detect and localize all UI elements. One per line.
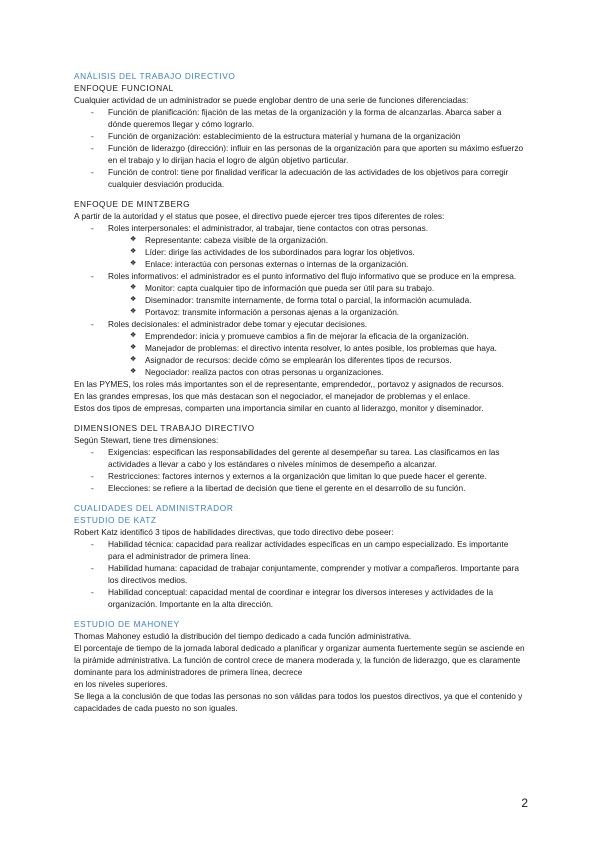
paragraph-intro-katz: Robert Katz identificó 3 tipos de habilidades directivas, que todo directivo debe poseer: xyxy=(74,527,394,537)
section-subtitle-katz: ESTUDIO DE KATZ xyxy=(74,515,157,525)
list-dimensiones xyxy=(74,446,526,494)
dash-bullet: - xyxy=(91,143,94,153)
dash-bullet: - xyxy=(91,587,94,597)
list-item: - Elecciones: se refiere a la libertad de decisión que tiene el gerente en el desarrollo de su función. xyxy=(91,483,466,493)
diamond-bullet-icon: ❖ xyxy=(130,260,137,267)
section-title-mahoney: ESTUDIO DE MAHONEY xyxy=(74,619,180,629)
sub-list-item: ❖ Diseminador: transmite internamente, de forma total o parcial, la información acumulada. xyxy=(130,295,472,305)
diamond-bullet-icon: ❖ xyxy=(130,248,137,255)
paragraph-intro-mintzberg: A partir de la autoridad y el status que posee, el directivo puede ejercer tres tipos diferentes de roles: xyxy=(74,211,445,221)
section-title-cualidades: CUALIDADES DEL ADMINISTRADOR xyxy=(74,503,234,513)
dash-bullet: - xyxy=(91,223,94,233)
paragraph-pymes: En las PYMES, los roles más importantes son el de representante, emprendedor,, portavoz y asignados de recursos. xyxy=(74,379,504,389)
diamond-bullet-icon: ❖ xyxy=(130,344,137,351)
diamond-bullet-icon: ❖ xyxy=(130,368,137,375)
dash-bullet: - xyxy=(91,107,94,117)
dash-bullet: - xyxy=(91,447,94,457)
section-title-dimensiones: DIMENSIONES DEL TRABAJO DIRECTIVO xyxy=(74,423,255,433)
dash-bullet: - xyxy=(91,471,94,481)
dash-bullet: - xyxy=(91,131,94,141)
page-number: 2 xyxy=(521,796,528,810)
sub-list-item: ❖ Asignador de recursos: decide cómo se emplearán los diferentes tipos de recursos. xyxy=(130,355,452,365)
section-title-mintzberg: ENFOQUE DE MINTZBERG xyxy=(74,199,191,209)
paragraph-grandes-empresas: En las grandes empresas, los que más destacan son el negociador, el manejador de problemas y el enlace. xyxy=(74,391,471,401)
dash-bullet: - xyxy=(91,319,94,329)
list-item: - Función de planificación: fijación de las metas de la organización y la forma de alcanzarlas. Abarca saber a dónde queremos llegar y cómo lograrlo. xyxy=(91,107,502,129)
diamond-bullet-icon: ❖ xyxy=(130,356,137,363)
sub-list-item: ❖ Manejador de problemas: el directivo intenta resolver, lo antes posible, los problemas que haya. xyxy=(130,343,497,353)
list-item: - Roles informativos: el administrador es el punto informativo del flujo informativo que se produce en la empresa. xyxy=(91,271,517,281)
list-item: - Roles decisionales: el administrador debe tomar y ejecutar decisiones. xyxy=(91,319,368,329)
paragraph-intro-dimensiones: Según Stewart, tiene tres dimensiones: xyxy=(74,435,219,445)
diamond-bullet-icon: ❖ xyxy=(130,308,137,315)
section-title-analisis: ANÁLISIS DEL TRABAJO DIRECTIVO xyxy=(74,71,236,81)
document-page xyxy=(74,70,526,714)
sub-list-item: ❖ Representante: cabeza visible de la organización. xyxy=(130,235,329,245)
list-roles xyxy=(74,222,526,378)
paragraph-mahoney-4: Se llega a la conclusión de que todas las personas no son válidas para todos los puestos directivos, ya que el contenido y capacidades de cada puesto no son iguales. xyxy=(74,691,523,713)
list-item: - Roles interpersonales: el administrador, al trabajar, tiene contactos con otras personas. xyxy=(91,223,429,233)
diamond-bullet-icon: ❖ xyxy=(130,296,137,303)
sub-list-item: ❖ Negociador: realiza pactos con otras personas u organizaciones. xyxy=(130,367,384,377)
diamond-bullet-icon: ❖ xyxy=(130,284,137,291)
list-item: - Función de organización: establecimiento de la estructura material y humana de la organización xyxy=(91,131,461,141)
list-item: - Habilidad técnica: capacidad para realizar actividades específicas en un campo especializado. Es importante para el administrador de primera línea. xyxy=(91,539,509,561)
paragraph-intro-funcional: Cualquier actividad de un administrador se puede englobar dentro de una serie de funciones diferenciadas: xyxy=(74,95,469,105)
diamond-bullet-icon: ❖ xyxy=(130,332,137,339)
sub-list-item: ❖ Emprendedor: inicia y promueve cambios a fin de mejorar la eficacia de la organización. xyxy=(130,331,469,341)
dash-bullet: - xyxy=(91,563,94,573)
list-item: - Habilidad conceptual: capacidad mental de coordinar e integrar los diversos intereses y actividades de la organización. Importante en la alta dirección. xyxy=(91,587,494,609)
dash-bullet: - xyxy=(91,539,94,549)
list-habilidades xyxy=(74,538,526,610)
list-item: - Función de liderazgo (dirección): influir en las personas de la organización para que aporten su máximo esfuerzo en el trabajo y lo dirijan hacia el logro de algún objetivo particular. xyxy=(91,143,524,165)
list-item: - Exigencias: especifican las responsabilidades del gerente al desempeñar su tarea. Las clasificamos en las actividades a llevar a cabo y los estándares o niveles mínimos de desempeño a alcanzar. xyxy=(91,447,500,469)
diamond-bullet-icon: ❖ xyxy=(130,236,137,243)
list-item: - Restricciones: factores internos y externos a la organización que limitan lo que puede hacer el gerente. xyxy=(91,471,487,481)
section-subtitle-enfoque-funcional: ENFOQUE FUNCIONAL xyxy=(74,83,174,93)
sub-list-item: ❖ Portavoz: transmite información a personas ajenas a la organización. xyxy=(130,307,400,317)
sub-list-item: ❖ Líder: dirige las actividades de los subordinados para lograr los objetivos. xyxy=(130,247,415,257)
paragraph-mahoney-1: Thomas Mahoney estudió la distribución del tiempo dedicado a cada función administrativa. xyxy=(74,631,412,641)
dash-bullet: - xyxy=(91,271,94,281)
dash-bullet: - xyxy=(91,167,94,177)
dash-bullet: - xyxy=(91,483,94,493)
sub-list-item: ❖ Enlace: interactúa con personas externas o internas de la organización. xyxy=(130,259,409,269)
list-item: - Función de control: tiene por finalidad verificar la adecuación de las actividades de los objetivos para corregir cualquier desviación producida. xyxy=(91,167,509,189)
list-funciones xyxy=(74,106,526,190)
paragraph-mahoney-3: en los niveles superiores. xyxy=(74,679,168,689)
paragraph-mahoney-2: El porcentaje de tiempo de la jornada laboral dedicado a planificar y organizar aumenta fuertemente según se asciende en la pirámide administrativa. La función de control crece de manera moderada y, la función de liderazgo, que es claramente dominante para los administradores de primera línea, decrece xyxy=(74,643,525,677)
list-item: - Habilidad humana: capacidad de trabajar conjuntamente, comprender y motivar a compañeros. Importante para los directivos medios. xyxy=(91,563,519,585)
sub-list-item: ❖ Monitor: capta cualquier tipo de información que pueda ser útil para su trabajo. xyxy=(130,283,435,293)
paragraph-comparacion: Estos dos tipos de empresas, comparten una importancia similar en cuanto al liderazgo, monitor y diseminador. xyxy=(74,403,484,413)
